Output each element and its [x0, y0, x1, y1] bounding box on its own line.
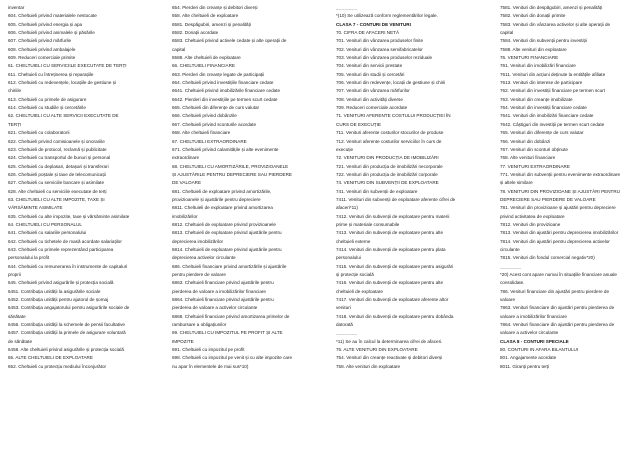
account-line: 6811. Cheltuieli de exploatare privind amortizarea	[172, 205, 273, 211]
account-line: 7412. Venituri din subvenții de exploatare pentru materii	[336, 213, 450, 219]
account-line: 614. Cheltuieli cu studiile și cercetările	[8, 105, 86, 111]
account-line: 71. VENITURI AFERENTE COSTULUI PRODUCȚIEI ÎN	[336, 113, 451, 119]
account-line: 771. Venituri din subvenții pentru evenimente extraordinare	[500, 171, 621, 177]
account-line: afaceri*11)	[336, 205, 358, 211]
account-line: 78. VENITURI DIN PROVIZIOANE ȘI AJUSTĂRI PENTRU	[500, 188, 620, 194]
account-line: 709. Reduceri comerciale acordate	[336, 105, 408, 111]
account-line: 7641. Venituri din imobilizări financiare cedate	[500, 113, 594, 119]
account-line: 654. Pierderi din creanțe și debitori diverși	[172, 5, 258, 10]
account-line: 606. Cheltuieli privind animalele și păsările	[8, 30, 95, 36]
account-line: 77. VENITURI EXTRAORDINARE	[500, 163, 570, 169]
account-line: pierderea de valoare a activelor circulante	[172, 305, 258, 311]
account-line: 705. Venituri din studii și cercetări	[336, 71, 405, 77]
account-line: 702. Venituri din vânzarea semifabricatelor	[336, 46, 423, 52]
account-line: 7815. Venituri din fondul comercial negativ*20)	[500, 255, 595, 261]
account-line: 763. Venituri din creanțe imobilizate	[500, 96, 573, 102]
account-line: și protecție socială	[336, 272, 374, 277]
account-line: 722. Venituri din producția de imobilizări corporale	[336, 171, 438, 177]
footnote-rule: _______	[336, 5, 358, 10]
account-line: personalului la profit	[8, 255, 50, 261]
account-line: pentru pierdere de valoare	[172, 272, 226, 277]
account-line: 6451. Contribuția unității la asigurările sociale	[8, 288, 101, 294]
account-line: capital	[172, 46, 186, 52]
account-line: valoare	[500, 297, 516, 303]
account-line: 708. Venituri din activități diverse	[336, 96, 403, 102]
account-line: 66. CHELTUIELI FINANCIARE	[172, 63, 235, 69]
account-line: VĂRSĂMINTE ASIMILATE	[8, 205, 63, 211]
account-line: 686. Cheltuieli financiare privind amortizările și ajustările	[172, 263, 287, 269]
account-line: 67. CHELTUIELI EXTRAORDINARE	[172, 138, 247, 144]
account-line: 7582. Venituri din donații primite	[500, 13, 566, 19]
account-line: 6813. Cheltuieli de exploatare privind ajustările pentru	[172, 230, 282, 236]
account-line: 628. Alte cheltuieli cu serviciile executate de terți	[8, 188, 107, 194]
account-line: 7611. Venituri din acțiuni deținute la entitățile afiliate	[500, 71, 606, 77]
account-line: 6581. Despăgubiri, amenzi și penalități	[172, 21, 251, 27]
account-line: 608. Cheltuieli privind ambalajele	[8, 46, 76, 52]
account-line: 681. Cheltuieli de exploatare privind amortizările,	[172, 188, 272, 194]
account-line: IMPOZITE	[172, 338, 194, 344]
account-line: circulante	[500, 246, 520, 252]
account-line: 712. Venituri aferente costurilor serviciilor în curs de	[336, 138, 442, 144]
account-line: 721. Venituri din producția de imobilizări necorporale	[336, 163, 443, 169]
account-line: 644. Cheltuieli cu remunerarea în instrumente de capitaluri	[8, 263, 128, 269]
account-line: cheltuieli de exploatare	[336, 288, 383, 294]
account-line: 707. Venituri din vânzarea mărfurilor	[336, 88, 410, 94]
account-line: 645. Cheltuieli privind asigurările și protecția socială	[8, 280, 114, 286]
account-line: 6814. Cheltuieli de exploatare privind ajustările pentru	[172, 246, 282, 252]
account-line: 664. Cheltuieli privind investițiile financiare cedate	[172, 80, 274, 86]
account-line: 6864. Cheltuieli financiare privind ajustările pentru	[172, 297, 274, 303]
account-line: 658. Alte cheltuieli de exploatare	[172, 13, 239, 19]
account-line: 61. CHELTUIELI CU SERVICIILE EXECUTATE DE TERȚI	[8, 63, 127, 69]
account-line: pierderea de valoare a imobilizărilor financiare	[172, 288, 266, 294]
account-line: 68. CHELTUIELI CU AMORTIZĂRILE, PROVIZIOANELE	[172, 163, 289, 169]
account-line: 7613. Venituri din interese de participare	[500, 80, 583, 86]
account-line: 762. Venituri din investiții financiare pe termen scurt	[500, 88, 605, 94]
account-line: 758. Alte venituri din exploatare	[336, 363, 401, 369]
account-line: DE VALOARE	[172, 180, 202, 186]
footnote-rule: _______	[336, 330, 358, 336]
account-line: 667. Cheltuieli privind sconturile acordate	[172, 121, 257, 127]
account-line: consolidate.	[500, 280, 525, 286]
account-line: 76. VENITURI FINANCIARE	[500, 55, 559, 61]
account-line: 6452. Contribuția unității pentru ajutorul de șomaj	[8, 297, 109, 303]
account-line: 6588. Alte cheltuieli de exploatare	[172, 55, 241, 61]
account-line: 786. Venituri financiare din ajustări pentru pierdere de	[500, 288, 610, 294]
account-line: 663. Pierderi din creanțe legate de participații	[172, 71, 265, 77]
account-line: 8011. Giranți pentru terți	[500, 363, 550, 369]
account-line: 613. Cheltuieli cu primele de asigurare	[8, 96, 87, 102]
account-line: 70. CIFRA DE AFACERI NETĂ	[336, 30, 400, 36]
account-line: 691. Cheltuieli cu impozitul pe profit	[172, 347, 245, 353]
account-line: 7814. Venituri din ajustări pentru deprecierea activelor	[500, 238, 610, 244]
account-line: execuție	[336, 146, 354, 152]
account-line: privind activitatea de exploatare	[500, 213, 565, 219]
account-line: *20) Acest cont apare numai în situațiile financiare anuale	[500, 272, 617, 277]
account-line: 6458. Alte cheltuieli privind asigurările și protecția socială	[8, 347, 124, 353]
account-line: și altele similare	[500, 180, 533, 186]
account-line: 7584. Venituri din subvenții pentru investiții	[500, 38, 587, 44]
account-line: *)10) Se utilizează conform reglementărilor legale.	[336, 13, 438, 19]
account-line: 7863. Venituri financiare din ajustări pentru pierderea de	[500, 305, 615, 311]
account-line: 7418. Venituri din subvenții de exploatare pentru dobânda	[336, 313, 454, 319]
account-line: TERȚI	[8, 121, 22, 127]
account-line: 7411. Venituri din subvenții de exploatare aferente cifrei de	[336, 196, 456, 202]
account-line: 7415. Venituri din subvenții de exploatare pentru asigurări	[336, 263, 454, 269]
account-line: personalului	[336, 255, 361, 261]
account-line: 622. Cheltuieli privind comisioanele și onorariile	[8, 138, 105, 144]
account-line: 711. Venituri aferente costurilor stocurilor de produse	[336, 130, 444, 136]
account-line: de sănătate	[8, 338, 33, 344]
account-line: 621. Cheltuieli cu colaboratorii	[8, 130, 70, 136]
account-line: CURS DE EXECUȚIE	[336, 121, 381, 127]
account-line: 6863. Cheltuieli financiare privind ajustările pentru	[172, 280, 274, 286]
account-line: valoare a imobilizărilor financiare	[500, 313, 567, 319]
column-2	[172, 4, 322, 371]
account-line: 765. Venituri din diferențe de curs valutar	[500, 130, 584, 136]
account-line: 6642. Pierderi din investițiile pe termen scurt cedate	[172, 96, 278, 102]
account-line: 6457. Contribuția unității la primele de asigurare voluntară	[8, 330, 126, 336]
account-line: 768. Alte venituri financiare	[500, 155, 556, 161]
account-line: *11) Se au în calcul la determinarea cifrei de afaceri.	[336, 338, 443, 344]
account-line: 706. Venituri din redevențe, locații de gestiune și chirii	[336, 80, 446, 86]
account-line: 754. Venituri din creanțe reactivate și debitori diverși	[336, 355, 443, 361]
account-line: 7864. Venituri financiare din ajustări pentru pierderea de	[500, 322, 615, 328]
account-line: 80. CONTURI IN AFARA BILANTULUI	[500, 347, 579, 353]
account-line: 69. CHELTUIELI CU IMPOZITUL PE PROFIT ȘI ALTE	[172, 330, 283, 336]
account-line: nu apar în elementele de mai sus*10)	[172, 363, 249, 369]
account-line: deprecierea activelor circulante	[172, 255, 236, 261]
account-line: 671. Cheltuieli privind calamitățile și alte evenimente	[172, 146, 279, 152]
account-line: 7813. Venituri din ajustări pentru deprecierea imobilizărilor	[500, 230, 619, 236]
account-line: 623. Cheltuieli de protocol, reclamă și publicitate	[8, 146, 107, 152]
section-heading: CLASA 8 - CONTURI SPECIALE	[500, 338, 569, 344]
account-line: 7414. Venituri din subvenții de exploatare pentru plata	[336, 246, 446, 252]
account-line: 6453. Contribuția angajatorului pentru asigurările sociale de	[8, 305, 130, 311]
account-line: 6812. Cheltuieli de exploatare privind provizioanele	[172, 221, 276, 227]
account-line: 643. Cheltuieli cu primele reprezentând participarea	[8, 246, 114, 252]
account-line: 801. Angajamente acordate	[500, 355, 557, 361]
account-line: 766. Venituri din dobânzi	[500, 138, 551, 144]
account-line: 7416. Venituri din subvenții de exploatare pentru alte	[336, 280, 444, 286]
account-line: 63. CHELTUIELI CU ALTE IMPOZITE, TAXE ȘI	[8, 196, 105, 202]
section-heading: CLASA 7 - CONTURI DE VENITURI	[336, 21, 411, 27]
account-line: 767. Venituri din sconturi obținute	[500, 146, 568, 152]
account-line: 704. Venituri din servicii prestate	[336, 63, 403, 69]
account-line: capital	[500, 30, 514, 36]
account-line: 626. Cheltuieli poștale și taxe de telecomunicații	[8, 171, 106, 177]
account-line: 781. Venituri din provizioane și ajustări pentru depreciere	[500, 205, 616, 211]
account-line: 7581. Venituri din despăgubiri, amenzi și penalități	[500, 5, 603, 10]
account-line: extraordinare	[172, 155, 200, 161]
account-line: 668. Alte cheltuieli financiare	[172, 130, 231, 136]
account-line: deprecierea imobilizărilor	[172, 238, 224, 244]
footnote-rule: _______	[500, 263, 522, 269]
account-line: 62. CHELTUIELI CU ALTE SERVICII EXECUTATE DE	[8, 113, 119, 119]
account-line: sănătate	[8, 313, 26, 319]
account-line: 7812. Venituri din provizioane	[500, 221, 561, 227]
account-line: valoare a activelor circulante	[500, 330, 559, 336]
column-4	[500, 4, 634, 371]
account-line: 604. Cheltuieli privind materialele nestocate	[8, 13, 97, 19]
account-line: datorată	[336, 322, 353, 328]
account-line: 7417. Venituri din subvenții de exploatare aferente altor	[336, 297, 449, 303]
account-line: 74. VENITURI DIN SUBVENȚII DE EXPLOATARE	[336, 180, 439, 186]
account-line: 701. Venituri din vânzarea produselor finite	[336, 38, 424, 44]
account-line: 627. Cheltuieli cu serviciile bancare și asimilate	[8, 180, 105, 186]
account-line: 6868. Cheltuieli financiare privind amortizarea primelor de	[172, 313, 290, 319]
account-line: 652. Cheltuieli cu protecția mediului înconjurător	[8, 363, 107, 369]
account-line: cheltuieli externe	[336, 238, 371, 244]
account-line: proprii	[8, 272, 21, 277]
account-line: 741. Venituri din subvenții de exploatare	[336, 188, 418, 194]
account-line: ȘI AJUSTĂRILE PENTRU DEPRECIERE SAU PIERDERE	[172, 171, 292, 177]
account-line: inventar	[8, 5, 25, 10]
account-line: 641. Cheltuieli cu salariile personalului	[8, 230, 87, 236]
account-line: provizioanele și ajustările pentru depreciere	[172, 196, 261, 202]
account-line: 7583. Venituri din vânzarea activelor și alte operații de	[500, 21, 611, 27]
account-line: chiriile	[8, 88, 22, 94]
account-line: 605. Cheltuieli privind energia și apa	[8, 21, 83, 27]
account-line: imobilizărilor	[172, 213, 198, 219]
account-line: 698. Cheltuieli cu impozitul pe venit și cu alte impozite care	[172, 355, 293, 361]
account-line: 666. Cheltuieli privind dobânzile	[172, 113, 237, 119]
account-line: 64. CHELTUIELI CU PERSONALUL	[8, 221, 82, 227]
account-line: rambursare a obligațiunilor	[172, 322, 227, 328]
account-line: 764. Venituri din investiții financiare cedate	[500, 105, 587, 111]
column-3	[336, 4, 486, 371]
account-line: 6582. Donații acordate	[172, 30, 219, 36]
account-line: 7642. Câștiguri din investiții pe termen scurt cedate	[500, 121, 605, 127]
account-line: 72. VENITURI DIN PRODUCȚIA DE IMOBILIZĂRI	[336, 155, 439, 161]
account-line: 6456. Contribuția unității la schemele de pensii facultative	[8, 322, 125, 328]
account-line: 6641. Cheltuieli privind imobilizările financiare cedate	[172, 88, 281, 94]
account-line: 665. Cheltuieli din diferențe de curs valutar	[172, 105, 260, 111]
account-line: 75. ALTE VENITURI DIN EXPLOATARE	[336, 347, 418, 353]
account-line: 609. Reduceri comerciale primite	[8, 55, 76, 61]
account-line: 703. Venituri din vânzarea produselor reziduale	[336, 55, 433, 61]
account-line: 635. Cheltuieli cu alte impozite, taxe și vărsăminte asimilate	[8, 213, 130, 219]
account-line: 7588. Alte venituri din exploatare	[500, 46, 567, 52]
account-line: prime și materiale consumabile	[336, 221, 400, 227]
account-line: 611. Cheltuieli cu întreținerea și reparațiile	[8, 71, 94, 77]
account-line: 612. Cheltuieli cu redevențele, locațiile de gestiune și	[8, 80, 117, 86]
account-line: 65. ALTE CHELTUIELI DE EXPLOATARE	[8, 355, 93, 361]
account-line: 642. Cheltuieli cu tichetele de masă acordate salariaților	[8, 238, 122, 244]
account-line: DEPRECIERE SAU PIERDERE DE VALOARE	[500, 196, 596, 202]
account-line: 625. Cheltuieli cu deplasari, detașari și transferari	[8, 163, 109, 169]
column-1	[8, 4, 158, 371]
account-line: 761. Venituri din imobilizări financiare	[500, 63, 576, 69]
account-line: 624. Cheltuieli cu transportul de bunuri și personal	[8, 155, 111, 161]
account-line: 607. Cheltuieli privind mărfurile	[8, 38, 72, 44]
account-line: venituri	[336, 305, 351, 311]
account-line: 6583. Cheltuieli privind activele cedate și alte operații de	[172, 38, 287, 44]
account-line: 7413. Venituri din subvenții de exploatare pentru alte	[336, 230, 444, 236]
